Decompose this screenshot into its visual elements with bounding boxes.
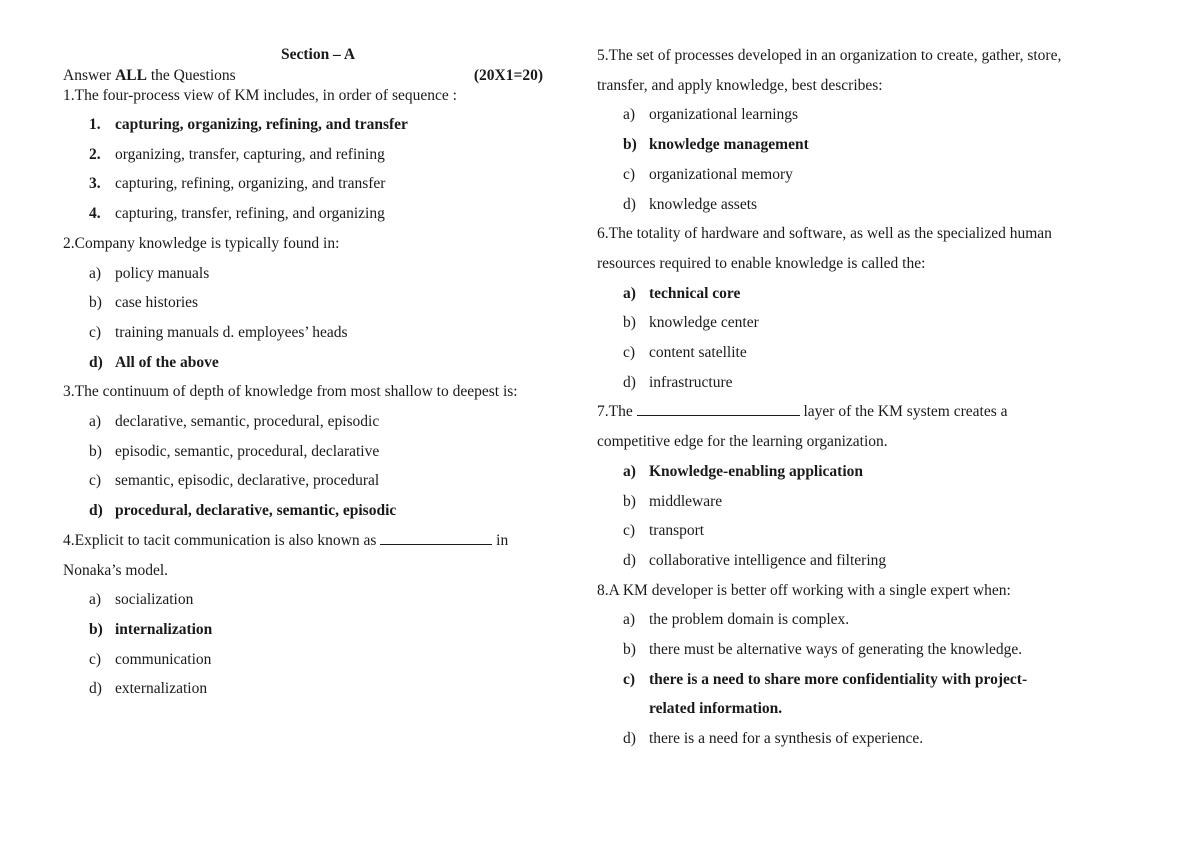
question-8-option-c [597,665,1127,724]
option-text: All of the above [115,353,219,371]
question-8: 8.A KM developer is better off working with a single expert when: [597,581,1011,599]
option-label: a) [89,591,102,609]
question-3-option-d [63,496,553,526]
question-1-options [63,110,553,229]
option-text: organizing, transfer, capturing, and refining [115,145,385,163]
question-8-option-a [597,605,1127,635]
question-5-option-b [597,130,1127,160]
option-text: transport [649,522,705,540]
option-text: Knowledge-enabling application [649,462,864,480]
question-7-text-pre: 7.The [597,403,637,421]
option-text: infrastructure [649,373,733,391]
option-label: b) [623,641,636,659]
option-text: capturing, organizing, refining, and transfer [115,116,408,133]
question-4-option-a [63,585,553,615]
option-label: a) [623,611,636,629]
instruction-bold: ALL [115,67,147,84]
instruction-post: the Questions [146,67,236,84]
option-text: internalization [115,620,213,638]
question-6-options [597,279,1127,398]
question-4-option-c [63,645,553,675]
instruction-pre: Answer [63,67,116,84]
option-label: a) [89,413,102,431]
option-label: c) [89,650,102,668]
question-7-option-b [597,487,1127,517]
question-4-options [63,585,553,704]
option-label: d) [623,551,636,569]
option-text: the problem domain is complex. [649,611,850,629]
question-4-option-b [63,615,553,645]
option-label: a) [623,284,636,302]
question-5 [597,41,1127,100]
option-text: capturing, transfer, refining, and organizing [115,205,385,223]
option-text: there must be alternative ways of generating the knowledge. [649,641,1023,659]
option-label: c) [89,323,102,341]
question-7 [597,397,1127,456]
option-text: externalization [115,680,208,698]
option-text: organizational learnings [649,106,799,124]
option-label: 1. [89,116,101,133]
right-column [597,41,1127,754]
option-label: c) [623,522,636,540]
option-text: communication [115,650,212,668]
question-4 [63,526,553,585]
question-1-option-2 [63,140,553,170]
option-text: there is a need for a synthesis of experience. [649,730,924,748]
option-label: b) [89,294,102,312]
option-text: semantic, episodic, declarative, procedural [115,472,380,490]
question-3-option-c [63,466,553,496]
question-7-option-c [597,516,1127,546]
question-8-options [597,605,1127,754]
question-7-options [597,457,1127,576]
option-label: b) [623,314,636,332]
option-label: c) [89,472,102,490]
option-label: b) [623,136,637,154]
option-text: there is a need to share more confidentiality with project-related information. [649,670,1028,718]
question-2-option-d [63,348,553,378]
option-label: d) [623,373,636,391]
left-column [63,44,553,704]
option-text: declarative, semantic, procedural, episodic [115,413,380,431]
question-6 [597,219,1127,278]
answer-blank [380,530,492,545]
question-6-option-c [597,338,1127,368]
question-7-text-mid: layer of the KM system creates a [799,403,1008,421]
question-2: 2.Company knowledge is typically found in: [63,234,340,252]
question-4-option-d [63,674,553,704]
option-text: technical core [649,284,741,302]
instruction-row [63,66,553,86]
answer-blank [637,401,800,416]
section-title: Section – A [280,46,356,63]
option-text: knowledge center [649,314,759,332]
question-5-options [597,100,1127,219]
option-text: case histories [115,294,199,312]
option-label: d) [89,353,103,371]
option-text: training manuals d. employees’ heads [115,323,348,341]
option-text: collaborative intelligence and filtering [649,551,887,569]
question-6-option-b [597,308,1127,338]
option-text: policy manuals [115,264,210,282]
option-label: 3. [89,175,101,193]
question-6-option-d [597,368,1127,398]
option-label: b) [623,492,636,510]
question-4-text-pre: 4.Explicit to tacit communication is also known as [63,531,381,549]
option-text: capturing, refining, organizing, and transfer [115,175,386,193]
question-6-option-a [597,279,1127,309]
question-3-option-a [63,407,553,437]
question-8-option-d [597,724,1127,754]
option-label: d) [89,502,103,520]
question-5-option-a [597,100,1127,130]
option-label: d) [623,730,636,748]
question-4-text-mid: in [492,531,509,549]
question-7-option-d [597,546,1127,576]
option-label: c) [623,670,636,688]
question-7-line-2: competitive edge for the learning organization. [597,433,888,451]
option-label: d) [623,195,636,213]
question-6-line-1: 6.The totality of hardware and software, as well as the specialized human [597,225,1052,243]
option-label: a) [89,264,102,282]
question-2-options [63,259,553,378]
option-label: 4. [89,205,101,223]
option-label: a) [623,462,636,480]
question-2-option-c [63,318,553,348]
marks-allocation: (20X1=20) [473,67,543,84]
question-1-option-4 [63,199,553,229]
option-label: a) [623,106,636,124]
question-7-option-a [597,457,1127,487]
option-text: content satellite [649,344,747,362]
option-text: procedural, declarative, semantic, episodic [115,502,397,520]
question-5-line-2: transfer, and apply knowledge, best describes: [597,76,883,94]
question-3-options [63,407,553,526]
question-1: 1.The four-process view of KM includes, in order of sequence : [63,87,457,104]
question-8-option-b [597,635,1127,665]
question-5-option-c [597,160,1127,190]
option-text: socialization [115,591,194,609]
option-label: d) [89,680,102,698]
question-1-option-3 [63,169,553,199]
question-2-option-b [63,288,553,318]
option-label: c) [623,165,636,183]
option-label: c) [623,344,636,362]
option-text: organizational memory [649,165,793,183]
option-label: b) [89,442,102,460]
option-label: 2. [89,145,101,163]
instruction-text [63,66,236,86]
question-3: 3.The continuum of depth of knowledge from most shallow to deepest is: [63,383,518,401]
option-text: knowledge assets [649,195,758,213]
option-text: middleware [649,492,723,510]
question-4-text-post: Nonaka’s model. [63,561,169,579]
option-text: knowledge management [649,136,809,154]
option-label: b) [89,620,103,638]
question-2-option-a [63,259,553,289]
question-1-option-1 [63,110,553,140]
question-5-option-d [597,190,1127,220]
question-5-line-1: 5.The set of processes developed in an organization to create, gather, store, [597,47,1062,64]
question-3-option-b [63,437,553,467]
option-text: episodic, semantic, procedural, declarative [115,442,380,460]
question-6-line-2: resources required to enable knowledge is called the: [597,254,926,272]
